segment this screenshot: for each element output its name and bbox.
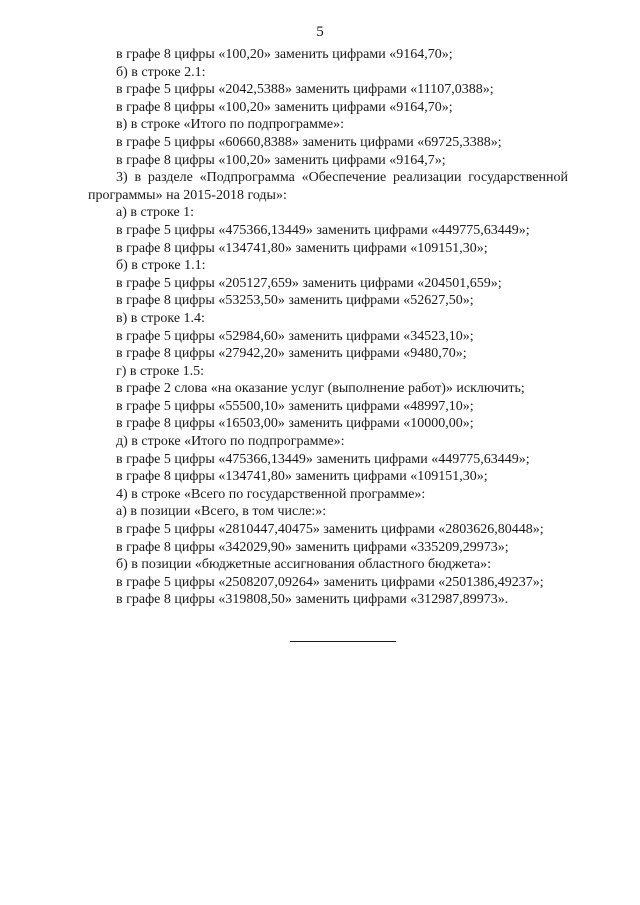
text-line: в) в строке 1.4: (116, 310, 205, 326)
text-line: в) в строке «Итого по подпрограмме»: (116, 117, 344, 133)
text-line: в графе 5 цифры «475366,13449» заменить цифрами «449775,63449»; (116, 451, 530, 467)
page-number: 5 (316, 24, 324, 40)
text-line: в графе 5 цифры «475366,13449» заменить цифрами «449775,63449»; (116, 222, 530, 238)
text-line: в графе 5 цифры «205127,659» заменить цифрами «204501,659»; (116, 275, 502, 291)
text-line: а) в строке 1: (116, 205, 195, 221)
text-line: в графе 8 цифры «100,20» заменить цифрами «9164,70»; (116, 99, 453, 115)
text-line: д) в строке «Итого по подпрограмме»: (116, 434, 345, 450)
document-body (88, 46, 568, 609)
text-line: в графе 5 цифры «60660,8388» заменить цифрами «69725,3388»; (116, 134, 502, 150)
text-line: в графе 8 цифры «134741,80» заменить цифрами «109151,30»; (116, 240, 488, 256)
text-line: а) в позиции «Всего, в том числе:»: (116, 504, 327, 520)
text-line: б) в позиции «бюджетные ассигнования областного бюджета»: (116, 557, 492, 573)
text-line: в графе 8 цифры «134741,80» заменить цифрами «109151,30»; (116, 469, 488, 485)
text-line: в графе 8 цифры «342029,90» заменить цифрами «335209,29973»; (116, 539, 509, 555)
text-line: в графе 8 цифры «27942,20» заменить цифрами «9480,70»; (116, 346, 467, 362)
separator-line (290, 641, 396, 642)
text-line: в графе 8 цифры «100,20» заменить цифрами «9164,70»; (116, 47, 453, 62)
text-line: в графе 8 цифры «16503,00» заменить цифрами «10000,00»; (116, 416, 474, 432)
text-line: 4) в строке «Всего по государственной программе»: (116, 486, 426, 502)
text-line: в графе 5 цифры «2508207,09264» заменить цифрами «2501386,49237»; (116, 574, 544, 590)
text-line: в графе 8 цифры «319808,50» заменить цифрами «312987,89973». (116, 592, 509, 608)
text-line: в графе 5 цифры «55500,10» заменить цифрами «48997,10»; (116, 398, 474, 414)
text-line: в графе 2 слова «на оказание услуг (выполнение работ)» исключить; (116, 381, 525, 397)
text-line: в графе 5 цифры «2042,5388» заменить цифрами «11107,0388»; (116, 82, 494, 98)
text-line: б) в строке 1.1: (116, 258, 206, 274)
text-line: в графе 5 цифры «2810447,40475» заменить цифрами «2803626,80448»; (116, 522, 544, 538)
text-line: б) в строке 2.1: (116, 64, 206, 80)
text-line: в графе 8 цифры «100,20» заменить цифрами «9164,7»; (116, 152, 446, 168)
text-line: в графе 8 цифры «53253,50» заменить цифрами «52627,50»; (116, 293, 474, 309)
section-heading: 3) в разделе «Подпрограмма «Обеспечение реализации государственной программы» на 2015-2018 годы»: (88, 170, 568, 203)
text-line: г) в строке 1.5: (116, 363, 205, 379)
text-line: в графе 5 цифры «52984,60» заменить цифрами «34523,10»; (116, 328, 474, 344)
